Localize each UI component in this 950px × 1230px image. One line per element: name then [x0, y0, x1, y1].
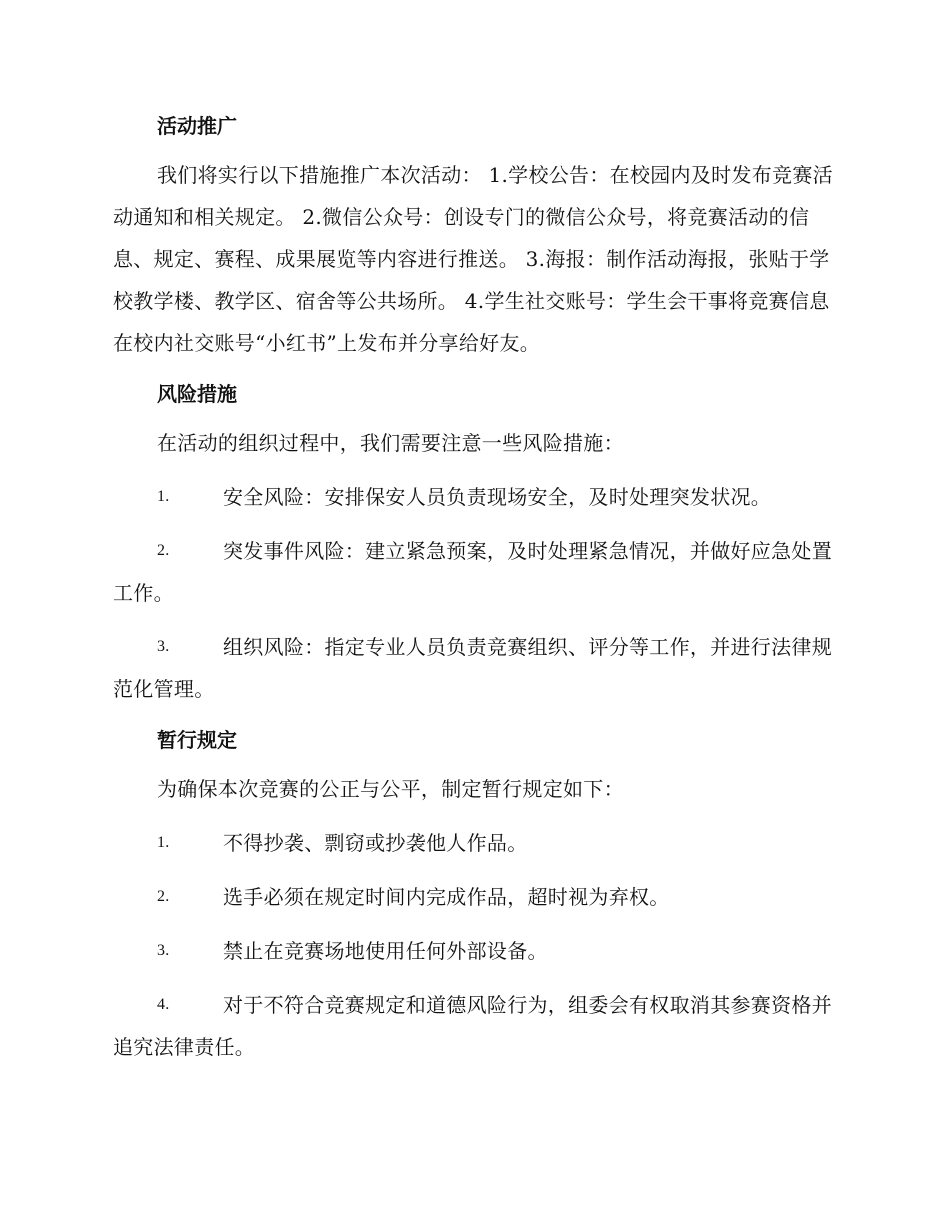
- rules-intro-paragraph: 为确保本次竞赛的公正与公平，制定暂行规定如下：: [157, 777, 624, 801]
- list-item-text: 选手必须在规定时间内完成作品，超时视为弃权。: [223, 885, 670, 909]
- list-item: [113, 876, 835, 918]
- list-item-text: 不得抄袭、剽窃或抄袭他人作品。: [223, 831, 528, 855]
- list-item-text: 对于不符合竞赛规定和道德风险行为，组委会有权取消其参赛资格并追究法律责任。: [113, 993, 832, 1059]
- list-item: [113, 984, 835, 1068]
- list-item-number: 2.: [157, 888, 170, 905]
- list-item-number: 1.: [157, 834, 170, 851]
- section-heading-promotion: 活动推广: [157, 114, 237, 138]
- list-item-text: 组织风险：指定专业人员负责竞赛组织、评分等工作，并进行法律规范化管理。: [113, 635, 832, 701]
- list-item-text: 突发事件风险：建立紧急预案，及时处理紧急情况，并做好应急处置工作。: [113, 539, 832, 605]
- list-item: [113, 530, 835, 614]
- list-item-number: 1.: [157, 488, 170, 505]
- list-item-text: 禁止在竞赛场地使用任何外部设备。: [223, 939, 548, 963]
- list-item: [113, 476, 835, 518]
- risk-intro-paragraph: 在活动的组织过程中，我们需要注意一些风险措施：: [157, 431, 624, 455]
- list-item-number: 3.: [157, 638, 170, 655]
- list-item: [113, 626, 835, 710]
- list-item: [113, 822, 835, 864]
- list-item-number: 2.: [157, 542, 170, 559]
- list-item: [113, 930, 835, 972]
- list-item-text: 安全风险：安排保安人员负责现场安全，及时处理突发状况。: [223, 485, 772, 509]
- section-heading-risk: 风险措施: [157, 382, 237, 406]
- promotion-paragraph: 我们将实行以下措施推广本次活动： 1.学校公告：在校园内及时发布竞赛活动通知和相关规定。 2.微信公众号：创设专门的微信公众号，将竞赛活动的信息、规定、赛程、成果展览等内容进行推送。 3.海报：制作活动海报，张贴于学校教学楼、教学区、宿舍等公共场所。 4.学生社交账号：学生会干事将竞赛信息在校内社交账号“小红书”上发布并分享给好友。: [113, 163, 833, 355]
- document-body: [113, 108, 835, 1080]
- list-item-number: 4.: [157, 996, 170, 1013]
- section-heading-provisional-rules: 暂行规定: [157, 728, 237, 752]
- list-item-number: 3.: [157, 942, 170, 959]
